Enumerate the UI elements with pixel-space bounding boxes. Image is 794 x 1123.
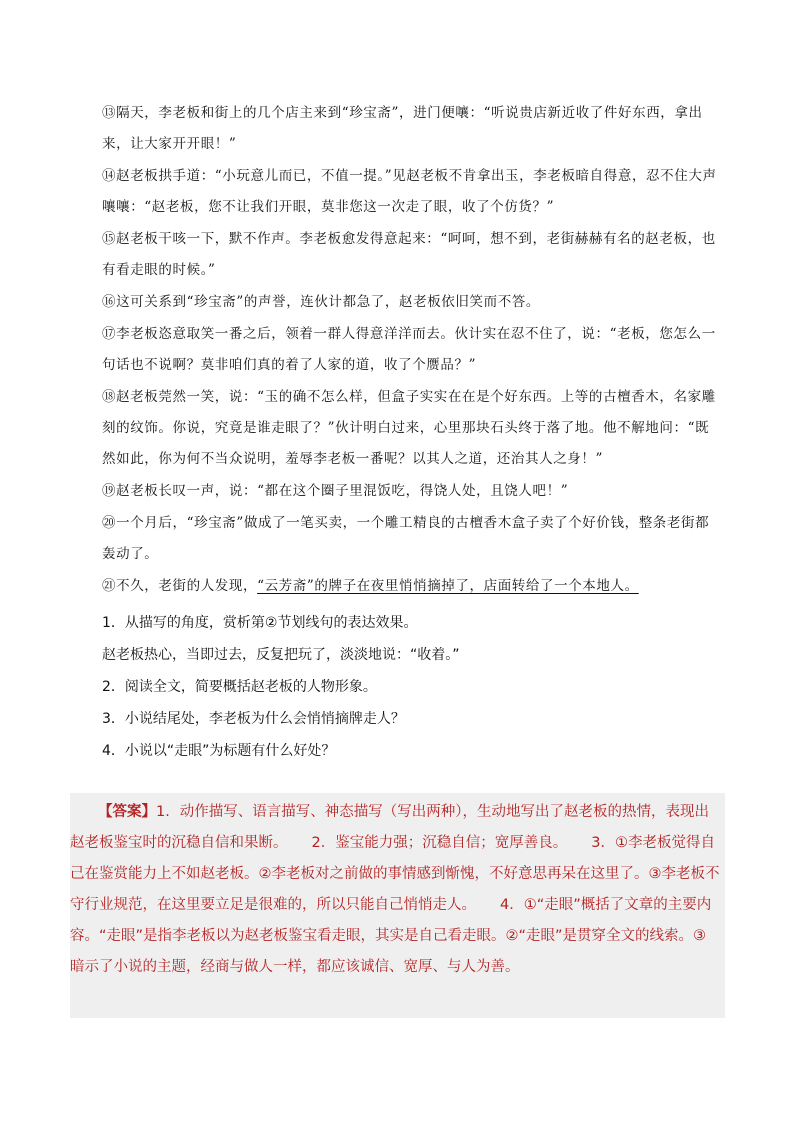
- paragraph-15: ⑮赵老板干咳一下，默不作声。李老板愈发得意起来：“呵呵，想不到，老街赫赫有名的赵老板，也有看走眼的时候。”: [102, 231, 716, 278]
- answer-4: 4．①“走眼”概括了文章的主要内容。“走眼”是指李老板以为赵老板鉴宝看走眼，其实是自己看走眼。②“走眼”是贯穿全文的线索。③暗示了小说的主题，经商与做人一样，都应该诚信、宽厚、与人为善。: [70, 897, 712, 975]
- question-1: 1．从描写的角度，赏析第②节划线句的表达效果。: [102, 615, 418, 631]
- story-text: [102, 98, 722, 602]
- paragraph-21-prefix: ㉑不久，老街的人发现，: [102, 578, 258, 594]
- underlined-sentence: “云芳斋”的牌子在夜里悄悄摘掉了，店面转给了一个本地人。: [257, 578, 639, 594]
- answer-3: 3．①李老板觉得自己在鉴赏能力上不如赵老板。②李老板对之前做的事情感到惭愧，不好意思再呆在这里了。③李老板不守行业规范，在这里要立足是很难的，所以只能自己悄悄走人。: [70, 835, 720, 913]
- answer-label: 【答案】: [98, 804, 156, 820]
- paragraph-18: ⑱赵老板莞然一笑，说：“玉的确不怎么样，但盒子实实在在是个好东西。上等的古檀香木，名家雕刻的纹饰。你说，究竟是谁走眼了？”伙计明白过来，心里那块石头终于落了地。他不解地问：“既然如此，你为何不当众说明，羞辱李老板一番呢？以其人之道，还治其人之身！”: [102, 389, 716, 467]
- question-2: 2．阅读全文，简要概括赵老板的人物形象。: [102, 679, 377, 695]
- paragraph-17: ⑰李老板恣意取笑一番之后，领着一群人得意洋洋而去。伙计实在忍不住了，说：“老板，您怎么一句话也不说啊？莫非咱们真的着了人家的道，收了个赝品？”: [102, 326, 716, 373]
- answer-text: [70, 797, 720, 983]
- paragraph-16: ⑯这可关系到“珍宝斋”的声誉，连伙计都急了，赵老板依旧笑而不答。: [102, 294, 541, 310]
- question-1-quote: 赵老板热心，当即过去，反复把玩了，淡淡地说：“收着。”: [102, 647, 460, 663]
- paragraph-21: [102, 571, 722, 602]
- answer-2: 2．鉴宝能力强；沉稳自信；宽厚善良。: [311, 835, 568, 851]
- answer-1: 1．动作描写、语言描写、神态描写（写出两种），生动地写出了赵老板的热情，表现出赵老板鉴宝时的沉稳自信和果断。: [70, 804, 709, 851]
- paragraph-20: ⑳一个月后，“珍宝斋”做成了一笔买卖，一个雕工精良的古檀香木盒子卖了个好价钱，整条老街都轰动了。: [102, 515, 710, 562]
- question-4: 4．小说以“走眼”为标题有什么好处？: [102, 743, 336, 759]
- paragraph-14: ⑭赵老板拱手道：“小玩意儿而已，不值一提。”见赵老板不肯拿出玉，李老板暗自得意，忍不住大声嚷嚷：“赵老板，您不让我们开眼，莫非您这一次走了眼，收了个仿货？”: [102, 168, 717, 215]
- questions-section: [102, 607, 722, 767]
- paragraph-19: ⑲赵老板长叹一声，说：“都在这个圈子里混饭吃，得饶人处，且饶人吧！”: [102, 483, 569, 499]
- question-3: 3．小说结尾处，李老板为什么会悄悄摘牌走人？: [102, 711, 405, 727]
- paragraph-13: ⑬隔天，李老板和街上的几个店主来到“珍宝斋”，进门便嚷：“听说贵店新近收了件好东西，拿出来，让大家开开眼！”: [102, 105, 703, 152]
